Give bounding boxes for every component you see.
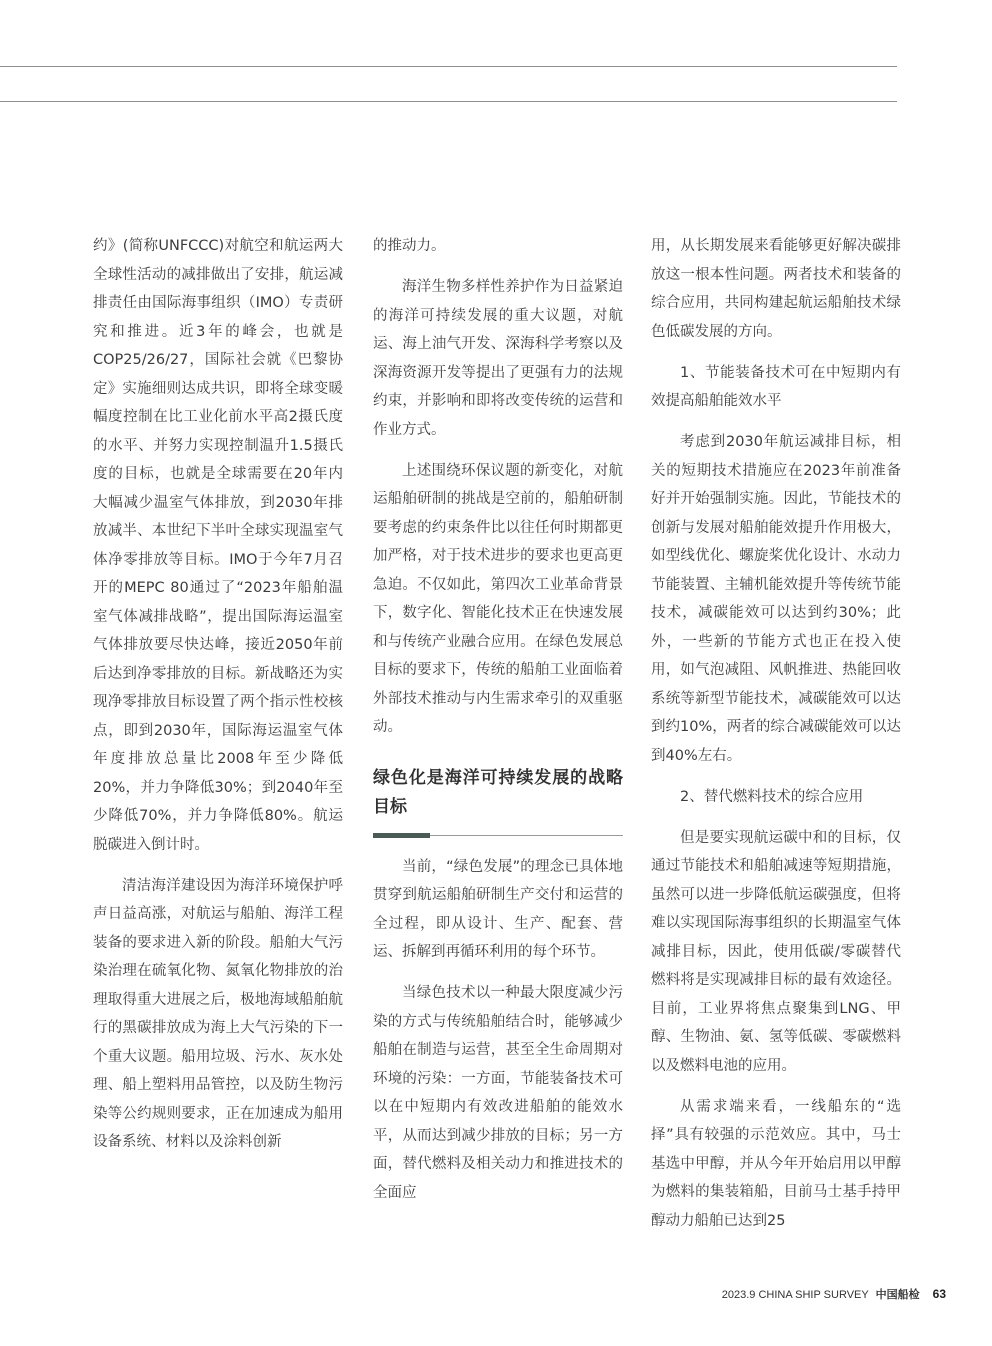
paragraph: 但是要实现航运碳中和的目标，仅通过节能技术和船舶减速等短期措施，虽然可以进一步降低航运碳强度，但将难以实现国际海事组织的长期温室气体减排目标，因此，使用低碳/零碳替代燃料将是实现减排目标的最有效途径。目前，工业界将焦点聚集到LNG、甲醇、生物油、氨、氢等低碳、零碳燃料以及燃料电池的应用。	[651, 829, 901, 1074]
paragraph: 海洋生物多样性养护作为日益紧迫的海洋可持续发展的重大议题，对航运、海上油气开发、深海科学考察以及深海资源开发等提出了更强有力的法规约束，并影响和即将改变传统的运营和作业方式。	[373, 279, 623, 438]
page-number: 63	[932, 1287, 946, 1301]
text-column-1	[93, 232, 343, 1157]
text-column-3	[651, 232, 901, 1235]
section-title-underline	[373, 832, 623, 839]
footer-issue: 2023.9	[721, 1289, 756, 1301]
paragraph: 当绿色技术以一种最大限度减少污染的方式与传统船舶结合时，能够减少船舶在制造与运营，甚至全生命周期对环境的污染：一方面，节能装备技术可以在中短期内有效改进船舶的能效水平，从而达到减少排放的目标；另一方面，替代燃料及相关动力和推进技术的全面应	[373, 985, 623, 1201]
paragraph: 用，从长期发展来看能够更好解决碳排放这一根本性问题。两者技术和装备的综合应用，共同构建起航运船舶技术绿色低碳发展的方向。	[651, 238, 901, 340]
subheading: 1、节能装备技术可在中短期内有效提高船舶能效水平	[651, 364, 901, 409]
text-column-2	[373, 232, 623, 1207]
section-header	[373, 764, 623, 839]
paragraph: 考虑到2030年航运减排目标，相关的短期技术措施应在2023年前准备好并开始强制实施。因此，节能技术的创新与发展对船舶能效提升作用极大，如型线优化、螺旋桨优化设计、水动力节能装置、主辅机能效提升等传统节能技术，减碳能效可以达到约30%；此外，一些新的节能方式也正在投入使用，如气泡减阻、风帆推进、热能回收系统等新型节能技术，减碳能效可以达到约10%，两者的综合减碳能效可以达到40%左右。	[651, 434, 901, 764]
header-rule-bottom	[0, 101, 897, 102]
paragraph: 清洁海洋建设因为海洋环境保护呼声日益高涨，对航运与船舶、海洋工程装备的要求进入新的阶段。船舶大气污染治理在硫氧化物、氮氧化物排放的治理取得重大进展之后，极地海域船舶航行的黑碳排放成为海上大气污染的下一个重大议题。船用垃圾、污水、灰水处理、船上塑料用品管控，以及防生物污染等公约规则要求，正在加速成为船用设备系统、材料以及涂料创新	[93, 877, 343, 1150]
paragraph: 从需求端来看，一线船东的“选择”具有较强的示范效应。其中，马士基选中甲醇，并从今年开始启用以甲醇为燃料的集装箱船，目前马士基手持甲醇动力船舶已达到25	[651, 1098, 901, 1229]
header-rule-top	[0, 66, 897, 67]
footer-journal-cn: 中国船检	[875, 1289, 920, 1301]
page-footer	[722, 1286, 946, 1302]
paragraph: 上述围绕环保议题的新变化，对航运船舶研制的挑战是空前的，船舶研制要考虑的约束条件比以往任何时期都更加严格，对于技术进步的要求也更高更急迫。不仅如此，第四次工业革命背景下，数字化、智能化技术正在快速发展和与传统产业融合应用。在绿色发展总目标的要求下，传统的船舶工业面临着外部技术推动与内生需求牵引的双重驱动。	[373, 462, 623, 735]
section-rule-accent	[373, 833, 430, 838]
paragraph: 的推动力。	[373, 238, 446, 254]
subheading: 2、替代燃料技术的综合应用	[680, 788, 864, 805]
paragraph: 当前，“绿色发展”的理念已具体地贯穿到航运船舶研制生产交付和运营的全过程，即从设计、生产、配套、营运、拆解到再循环利用的每个环节。	[373, 858, 623, 960]
paragraph: 约》(简称UNFCCC)对航空和航运两大全球性活动的减排做出了安排，航运减排责任由国际海事组织（IMO）专责研究和推进。近3年的峰会，也就是COP25/26/27，国际社会就《巴黎协定》实施细则达成共识，即将全球变暖幅度控制在比工业化前水平高2摄氏度的水平、并努力实现控制温升1.5摄氏度的目标，也就是全球需要在20年内大幅减少温室气体排放，到2030年排放减半、本世纪下半叶全球实现温室气体净零排放等目标。IMO于今年7月召开的MEPC 80通过了“2023年船舶温室气体减排战略”，提出国际海运温室气体排放要尽快达峰，接近2050年前后达到净零排放的目标。新战略还为实现净零排放目标设置了两个指示性校核点，即到2030年，国际海运温室气体年度排放总量比2008年至少降低20%，并力争降低30%；到2040年至少降低70%，并力争降低80%。航运脱碳进入倒计时。	[93, 238, 343, 853]
footer-journal-en: CHINA SHIP SURVEY	[758, 1289, 869, 1301]
section-title: 绿色化是海洋可持续发展的战略目标	[373, 767, 623, 817]
